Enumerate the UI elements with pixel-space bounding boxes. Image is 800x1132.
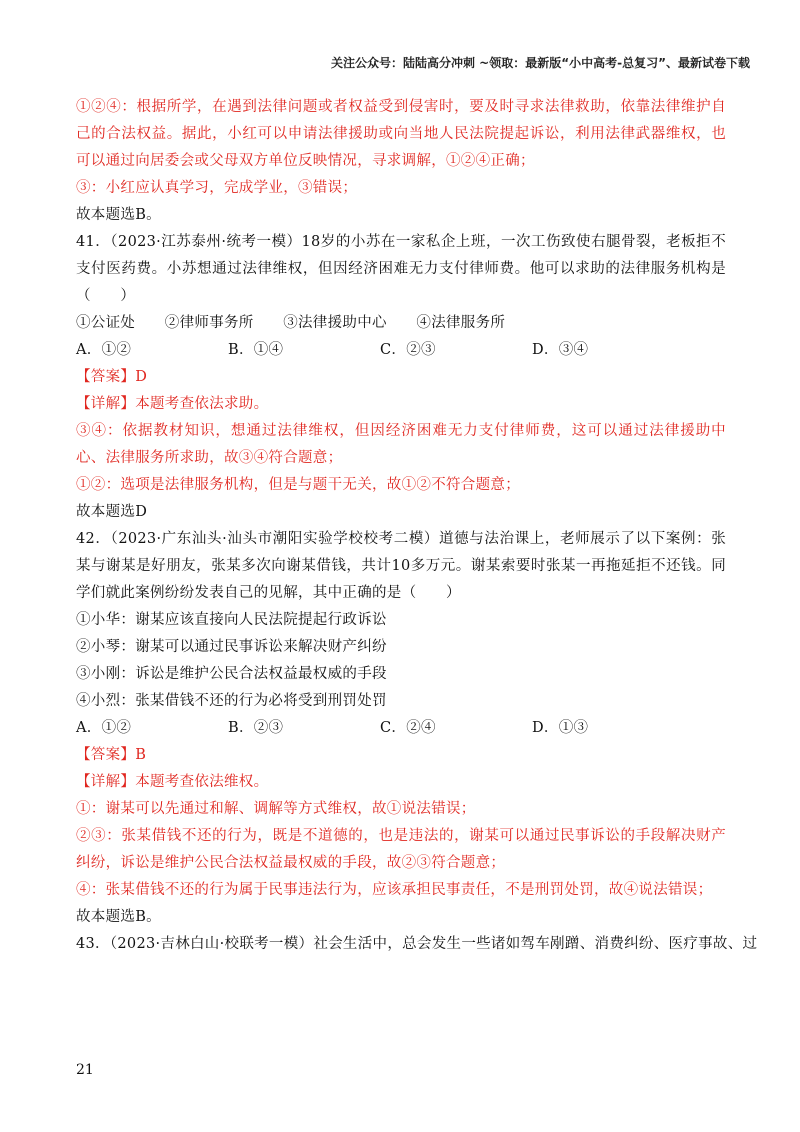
question-42-answer: 【答案】B [76,747,147,763]
question-42-item-2: ②小琴：谢某可以通过民事诉讼来解决财产纠纷 [76,639,387,655]
page-number: 21 [76,1062,94,1078]
question-41-analysis-34: ③④：依据教材知识，想通过法律维权，但因经济困难无力支付律师费，这可以通过法律援助中心、法律服务所求助，故③④符合题意； [76,423,726,466]
option-c: C．②④ [380,720,436,736]
question-41-conclusion: 故本题选D [76,504,148,520]
question-42-item-1: ①小华：谢某应该直接向人民法院提起行政诉讼 [76,612,387,628]
page-content [76,94,758,958]
question-42-conclusion: 故本题选B。 [76,909,161,925]
question-41-items: ①公证处 ②律师事务所 ③法律援助中心 ④法律服务所 [76,315,506,331]
question-42-analysis-23: ②③：张某借钱不还的行为，既是不道德的，也是违法的，谢某可以通过民事诉讼的手段解决财产纠纷，诉讼是维护公民合法权益最权威的手段，故②③符合题意； [76,828,726,871]
question-42-item-4: ④小烈：张某借钱不还的行为必将受到刑罚处罚 [76,693,387,709]
prev-analysis-124: ①②④：根据所学，在遇到法律问题或者权益受到侵害时，要及时寻求法律救助，依靠法律维护自己的合法权益。据此，小红可以申请法律援助或向当地人民法院提起诉讼，利用法律武器维权，也可以通过向居委会或父母双方单位反映情况，寻求调解，①②④正确； [76,99,726,169]
option-b: B．①④ [228,342,284,358]
question-42-item-3: ③小刚：诉讼是维护公民合法权益最权威的手段 [76,666,387,682]
question-41-detail: 【详解】本题考查依法求助。 [76,396,269,412]
question-41-options [76,337,726,364]
question-42-stem: 42．（2023·广东汕头·汕头市潮阳实验学校校考二模）道德与法治课上，老师展示了以下案例：张某与谢某是好朋友，张某多次向谢某借钱，共计10多万元。谢某索要时张某一再拖延拒不还钱。同学们就此案例纷纷发表自己的见解，其中正确的是（ ） [76,531,726,601]
question-42-analysis-4: ④：张某借钱不还的行为属于民事违法行为，应该承担民事责任，不是刑罚处罚，故④说法错误； [76,882,713,898]
page-header: 关注公众号：陆陆高分冲刺 ~领取：最新版“小中高考-总复习”、最新试卷下载 [331,56,750,70]
option-c: C．②③ [380,342,436,358]
question-43-stem: 43．（2023·吉林白山·校联考一模）社会生活中，总会发生一些诸如驾车剐蹭、消费纠纷、医疗事故、过 [76,936,758,952]
option-a: A．①② [76,720,132,736]
question-41-answer: 【答案】D [76,369,148,385]
question-41-analysis-12: ①②：选项是法律服务机构，但是与题干无关，故①②不符合题意； [76,477,520,493]
option-d: D．③④ [532,342,589,358]
question-42-options [76,715,726,742]
option-b: B．②③ [228,720,284,736]
question-41-stem: 41．（2023·江苏泰州·统考一模）18岁的小苏在一家私企上班，一次工伤致使右腿骨裂，老板拒不支付医药费。小苏想通过法律维权，但因经济困难无力支付律师费。他可以求助的法律服务机构是（ ） [76,234,726,304]
prev-analysis-3: ③：小红应认真学习，完成学业，③错误； [76,180,358,196]
option-d: D．①③ [532,720,589,736]
option-a: A．①② [76,342,132,358]
question-42-detail: 【详解】本题考查依法维权。 [76,774,269,790]
prev-conclusion: 故本题选B。 [76,207,161,223]
question-42-analysis-1: ①：谢某可以先通过和解、调解等方式维权，故①说法错误； [76,801,476,817]
